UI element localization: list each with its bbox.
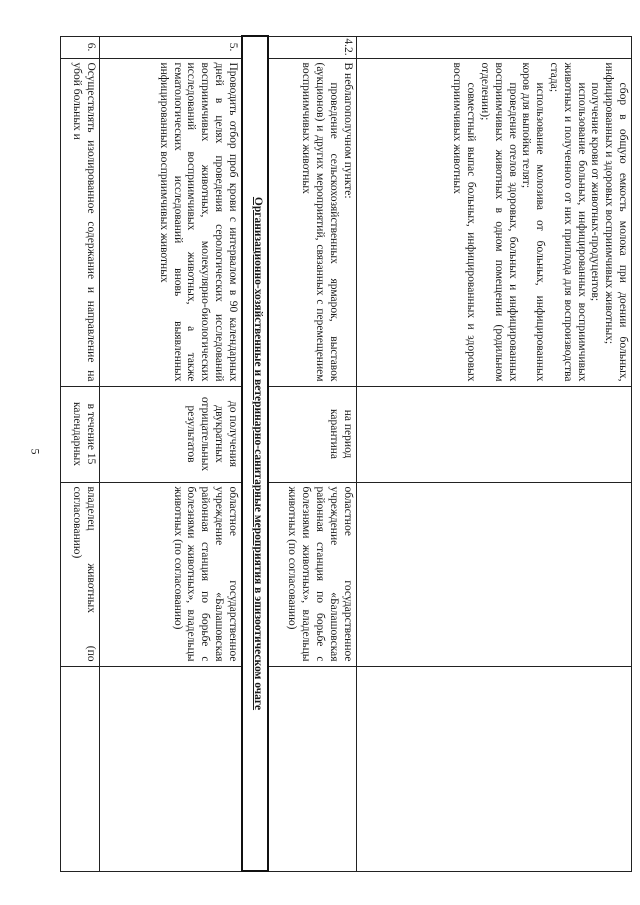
- row-number: 6.: [61, 36, 100, 58]
- table-row: [268, 36, 356, 871]
- measure-line: использование больных, инфицированных восприимчивых животных и полученного от них приплода для воспроизводства стада;: [548, 62, 588, 382]
- deadline-cell: на период карантина: [268, 386, 356, 482]
- measure-cell: Проводить отбор проб крови с интервалом в 90 календарных дней в целях проведения серологических исследований восприимчивых животных, молекулярно-биологических исследований восприимчивых животных, а также гематологических исследований вновь выявленных инфицированных восприимчивых животных: [99, 58, 241, 386]
- section-title: Организационно-хозяйственные и ветеринарно-санитарные мероприятия в эпизоотическом очаге: [242, 36, 268, 871]
- measure-line: совместный выпас больных, инфицированных и здоровых восприимчивых животных: [451, 62, 478, 382]
- table-row: [99, 36, 241, 871]
- measure-line: использование молозива от больных, инфицированных коров для выпойки телят;: [520, 62, 547, 382]
- section-row: [242, 36, 268, 871]
- table-row: [61, 36, 100, 871]
- empty-cell: [99, 666, 241, 871]
- deadline-cell: в течение 15 календарных: [61, 386, 100, 482]
- row-number: [356, 36, 631, 58]
- empty-cell: [61, 666, 100, 871]
- page-number: 5: [28, 448, 43, 455]
- rotated-table-container: [60, 35, 632, 870]
- row-number: 4.2.: [268, 36, 356, 58]
- measure-line: проведение сельскохозяйственных ярмарок, выставок (аукционов) и других мероприятий, связанных с перемещением восприимчивых животных: [300, 62, 340, 382]
- deadline-cell: [356, 386, 631, 482]
- measure-cell: [268, 58, 356, 386]
- table-row: [356, 36, 631, 871]
- measure-line: сбор в общую емкость молока при доении больных, инфицированных и здоровых восприимчивых животных;: [603, 62, 629, 382]
- measure-line: проведение отелов здоровых, больных и инфицированных восприимчивых животных в одном помещении (родильном отделении);: [479, 62, 519, 382]
- empty-cell: [356, 666, 631, 871]
- executor-cell: владелец животных (по согласованию): [61, 482, 100, 666]
- measure-cell: [356, 58, 631, 386]
- empty-cell: [268, 666, 356, 871]
- executor-cell: областное государственное учреждение «Балашовская районная станция по борьбе с болезнями животных», владельцы животных (по согласованию): [99, 482, 241, 666]
- measure-cell: Осуществлять изолированное содержание и направление на убой больных и: [61, 58, 100, 386]
- executor-cell: областное государственное учреждение «Балашовская районная станция по борьбе с болезнями животных», владельцы животных (по согласованию): [268, 482, 356, 666]
- document-sheet: [60, 35, 640, 711]
- row-number: 5.: [99, 36, 241, 58]
- executor-cell: [356, 482, 631, 666]
- deadline-cell: до получения двукратных отрицательных результатов: [99, 386, 241, 482]
- measure-line: получение крови от животных-продуцентов;: [589, 82, 602, 302]
- measure-line: В неблагополучном пункте:: [341, 62, 354, 199]
- measures-table: [60, 35, 632, 872]
